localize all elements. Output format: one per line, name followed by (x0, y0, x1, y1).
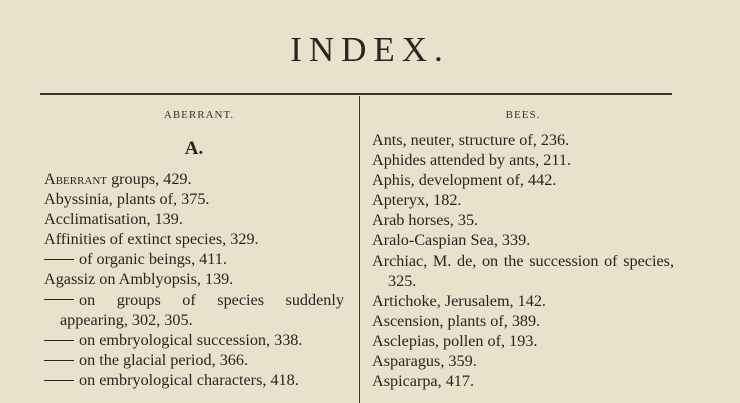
index-entry: Archiac, M. de, on the succession of species, 325. (372, 251, 674, 290)
left-running-head: ABERRANT. (163, 109, 235, 121)
ditto-dash (44, 299, 74, 300)
index-entry: Apteryx, 182. (372, 191, 462, 210)
index-subentry (44, 330, 344, 350)
index-entry: Affinities of extinct species, 329. (44, 230, 259, 249)
index-subentry (44, 290, 344, 330)
index-entry: Aralo-Caspian Sea, 339. (372, 231, 531, 250)
index-entry: Aphis, development of, 442. (372, 171, 557, 190)
index-entry: Abyssinia, plants of, 375. (44, 190, 210, 209)
section-letter: A. (184, 138, 204, 159)
page-title: INDEX. (290, 30, 450, 69)
index-subentry (44, 249, 344, 269)
right-column (372, 96, 674, 391)
left-entry-list (44, 169, 344, 390)
left-column (44, 96, 344, 390)
ditto-dash (44, 340, 74, 341)
ditto-dash (44, 259, 74, 260)
index-subentry (44, 350, 344, 370)
entry-text: on groups of species suddenly appearing, 302, 305. (60, 290, 344, 329)
entry-text: on the glacial period, 366. (79, 350, 249, 369)
index-entry: Ascension, plants of, 389. (372, 311, 541, 330)
index-entry: Agassiz on Amblyopsis, 139. (44, 270, 234, 289)
ditto-dash (44, 360, 74, 361)
entry-text: on embryological succession, 338. (79, 330, 303, 349)
header-rule (40, 93, 672, 95)
right-running-head: BEES. (505, 109, 541, 121)
entry-text: groups, 429. (107, 170, 192, 188)
index-entry: Asparagus, 359. (372, 352, 477, 371)
entry-text: of organic beings, 411. (79, 250, 227, 269)
index-entry: Ants, neuter, structure of, 236. (372, 131, 570, 149)
index-entry: Aphides attended by ants, 211. (372, 151, 572, 170)
entry-lead: Aberrant (44, 170, 108, 188)
right-entry-list (372, 130, 674, 391)
index-entry: Artichoke, Jerusalem, 142. (372, 291, 546, 310)
column-divider (359, 96, 360, 403)
index-entry: Acclimatisation, 139. (44, 210, 183, 229)
index-entry: Asclepias, pollen of, 193. (372, 331, 538, 350)
index-subentry (44, 370, 344, 390)
index-entry: Aspicarpa, 417. (372, 372, 475, 391)
index-entry: Arab horses, 35. (372, 211, 479, 230)
index-entry (44, 169, 344, 189)
ditto-dash (44, 380, 74, 381)
entry-text: on embryological characters, 418. (79, 370, 299, 389)
